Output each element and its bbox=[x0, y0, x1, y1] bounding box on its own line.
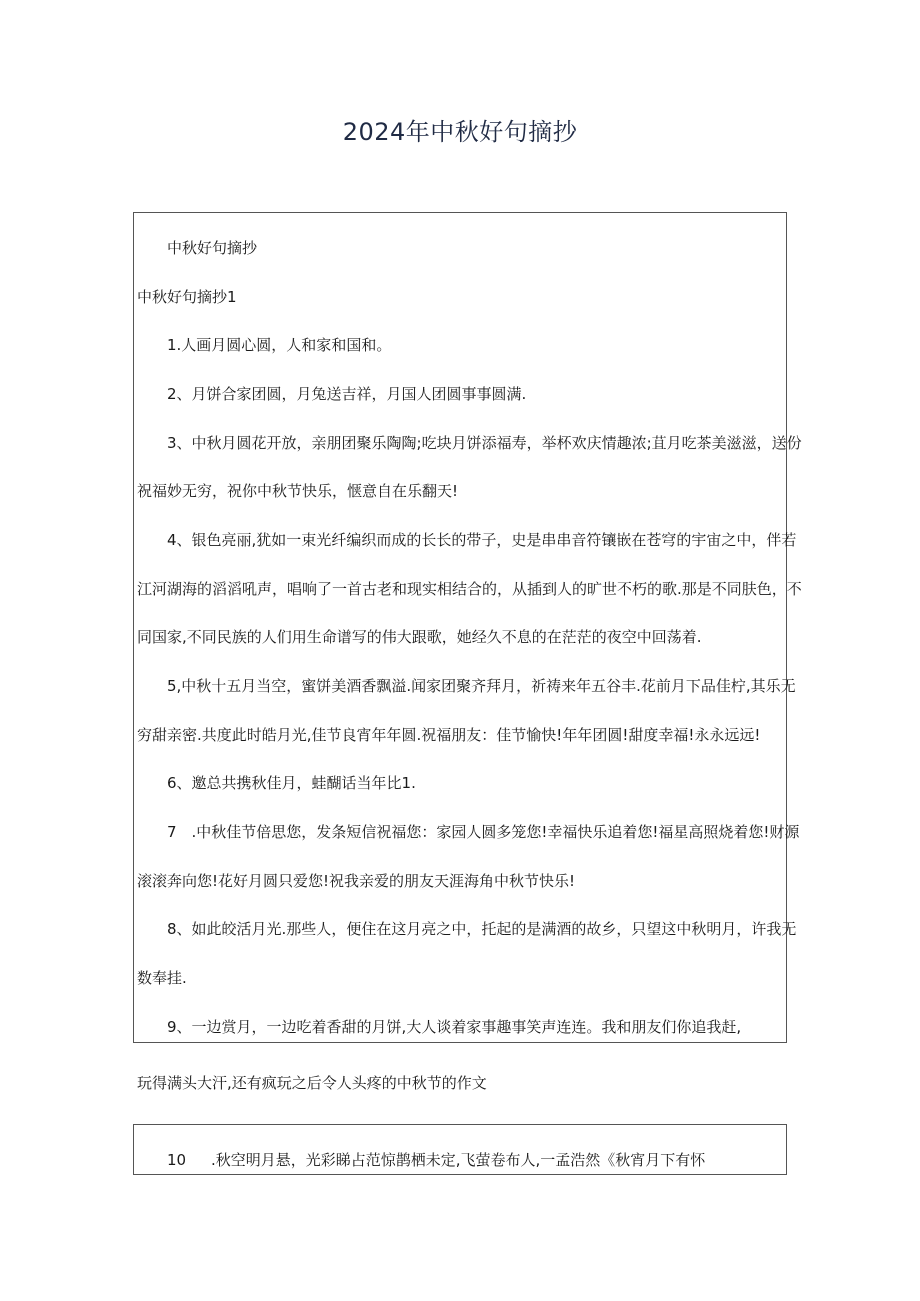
text-line: 江河湖海的滔滔吼声，唱响了一首古老和现实相结合的，从插到人的旷世不朽的歌.那是不同肤色，不 bbox=[137, 580, 802, 598]
text-line: 5,中秋十五月当空，蜜饼美酒香飘溢.闻家团聚齐拜月，祈祷来年五谷丰.花前月下品佳柠,其乐无 bbox=[167, 677, 796, 695]
section-heading: 中秋好句摘抄 bbox=[167, 239, 258, 257]
text-line: 2、月饼合家团圆，月兔送吉祥，月国人团圆事事圆满. bbox=[167, 385, 527, 403]
text-line: 数奉挂. bbox=[137, 969, 187, 987]
text-line: 祝福妙无穷，祝你中秋节快乐，惬意自在乐翻天! bbox=[137, 482, 459, 500]
text-line: 9、一边赏月，一边吃着香甜的月饼,大人谈着家事趣事笑声连连。我和朋友们你追我赶, bbox=[167, 1018, 742, 1036]
text-line: 3、中秋月圆花开放，亲朋团聚乐陶陶;吃块月饼添福寿，举杯欢庆情趣浓;苴月吃茶美滋滋，送份 bbox=[167, 434, 802, 452]
page-title: 2024年中秋好句摘抄 bbox=[342, 118, 578, 146]
content-box-secondary bbox=[133, 1124, 787, 1175]
subsection-heading: 中秋好句摘抄1 bbox=[137, 288, 237, 306]
text-line: 6、邀总共携秋佳月，蛙醐话当年比1. bbox=[167, 774, 416, 792]
text-line: 1.人画月圆心圆，人和家和国和。 bbox=[167, 336, 392, 354]
text-line: 7 .中秋佳节倍思您，发条短信祝福您：家园人圆多笼您!幸福快乐追着您!福星高照烧着您!财源 bbox=[167, 823, 800, 841]
text-line: 8、如此皎活月光.那些人，便住在这月亮之中，托起的是满酒的故乡，只望这中秋明月，许我无 bbox=[167, 920, 797, 938]
text-line-outside: 玩得满头大汗,还有疯玩之后令人头疼的中秋节的作文 bbox=[137, 1074, 487, 1092]
text-line: 滚滚奔向您!花好月圆只爱您!祝我亲爱的朋友天涯海角中秋节快乐! bbox=[137, 872, 576, 890]
text-line: 同国家,不同民族的人们用生命谱写的伟大跟歌，她经久不息的在茫茫的夜空中回荡着. bbox=[137, 628, 702, 646]
text-line: .秋空明月悬，光彩睇占范惊鹊栖未定,飞萤卷布人,一孟浩然《秋宵月下有怀 bbox=[211, 1151, 706, 1169]
item-number: 10 bbox=[167, 1151, 187, 1169]
content-box-main bbox=[133, 212, 802, 1043]
text-line: 穷甜亲密.共度此时皓月光,佳节良宵年年圆.祝福朋友：佳节愉快!年年团圆!甜度幸福!永永远远! bbox=[137, 726, 761, 744]
text-line: 4、银色亮丽,犹如一束光纤编织而成的长长的带子，史是串串音符镶嵌在苍穹的宇宙之中，伴若 bbox=[167, 531, 797, 549]
